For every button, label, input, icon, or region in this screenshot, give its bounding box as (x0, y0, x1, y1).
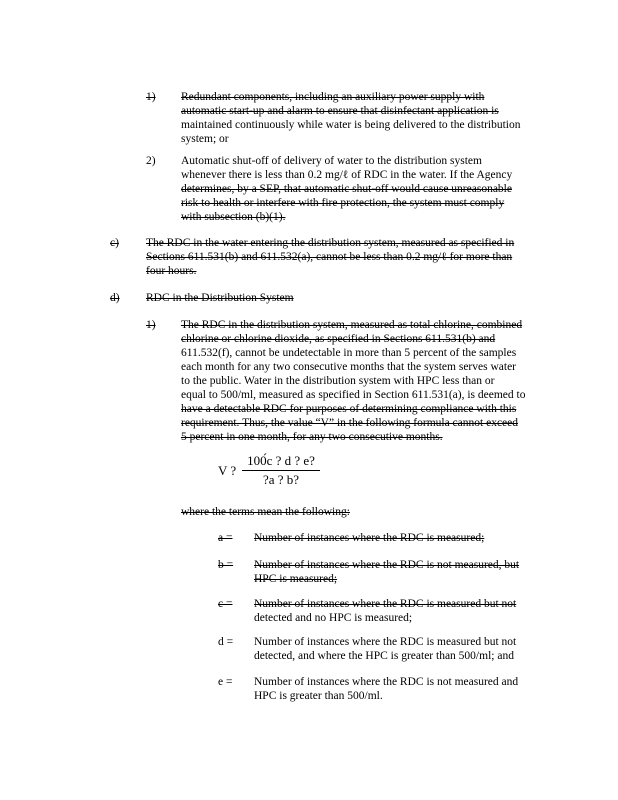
item-b2-label: 2) (146, 155, 156, 167)
term-b-key: b = (218, 559, 234, 571)
item-d1-label: 1) (146, 319, 156, 331)
text-line: maintained continuously while water is being delivered to the distribution (181, 119, 521, 131)
item-c-text (146, 236, 514, 278)
text-line: four hours. (146, 265, 197, 277)
text-line: 611.532(f), cannot be undetectable in more than 5 percent of the samples (181, 347, 517, 359)
item-d-heading: RDC in the Distribution System (146, 292, 294, 304)
text-line: whenever there is less than 0.2 mg/ℓ of RDC in the water. If the Agency (181, 169, 513, 181)
text-line: Automatic shut-off of delivery of water to the distribution system (181, 155, 482, 167)
item-b2-text (181, 154, 512, 224)
text-line: Redundant components, including an auxiliary power supply with (181, 91, 485, 103)
formula-denominator: ?a ? b? (262, 472, 300, 487)
text-line: Sections 611.531(b) and 611.532(a), cannot be less than 0.2 mg/ℓ for more than (146, 251, 513, 263)
text-line: Number of instances where the RDC is not measured and (254, 676, 519, 688)
text-line: with subsection (b)(1). (181, 211, 286, 223)
text-line: Number of instances where the RDC is measured; (254, 532, 485, 544)
where-terms-intro: where the terms mean the following: (181, 506, 350, 518)
item-d-label: d) (110, 292, 120, 304)
term-e-key: e = (218, 676, 233, 688)
item-d1-text (181, 318, 525, 444)
term-e-def (254, 675, 518, 703)
text-line: Number of instances where the RDC is measured but not (254, 636, 517, 648)
text-line: each month for any two consecutive months that the system serves water (181, 361, 517, 373)
term-c-key: c = (218, 598, 233, 610)
text-line: chlorine or chlorine dioxide, as specified in Sections 611.531(b) and (181, 333, 496, 345)
text-line: 5 percent in one month, for any two consecutive months. (181, 431, 443, 443)
formula-numerator: 100́c ? d ? e? (242, 454, 320, 471)
term-d-key: d = (218, 636, 234, 648)
text-line: have a detectable RDC for purposes of determining compliance with this (181, 403, 517, 415)
term-a-def (254, 531, 484, 545)
text-line: risk to health or interfere with fire protection, the system must comply (181, 197, 505, 209)
term-a-key: a = (218, 532, 233, 544)
term-d-def (254, 635, 516, 663)
formula (218, 454, 338, 494)
term-b-def (254, 558, 519, 586)
text-line: Number of instances where the RDC is measured but not (254, 598, 517, 610)
term-c-def (254, 597, 516, 625)
item-b1-label: 1) (146, 91, 156, 103)
text-line: The RDC in the water entering the distribution system, measured as specified in (146, 237, 515, 249)
text-line: The RDC in the distribution system, measured as total chlorine, combined (181, 319, 523, 331)
formula-lhs: V ? (218, 463, 237, 478)
text-line: system; or (181, 133, 229, 145)
text-line: HPC is greater than 500/ml. (254, 690, 383, 702)
item-c-label: c) (110, 237, 119, 249)
text-line: to the public. Water in the distribution system with HPC less than or (181, 375, 495, 387)
text-line: requirement. Thus, the value “V” in the following formula cannot exceed (181, 417, 519, 429)
formula-fraction (242, 454, 320, 487)
item-b1-text (181, 90, 521, 146)
text-line: detected and no HPC is measured; (254, 612, 413, 624)
text-line: Number of instances where the RDC is not measured, but (254, 559, 520, 571)
text-line: determines, by a SEP, that automatic shut-off would cause unreasonable (181, 183, 512, 195)
text-line: HPC is measured; (254, 573, 338, 585)
text-line: automatic start-up and alarm to ensure that disinfectant application is (181, 105, 499, 117)
text-line: detected, and where the HPC is greater than 500/ml; and (254, 650, 514, 662)
text-line: equal to 500/ml, measured as specified in Section 611.531(a), is deemed to (181, 389, 526, 401)
